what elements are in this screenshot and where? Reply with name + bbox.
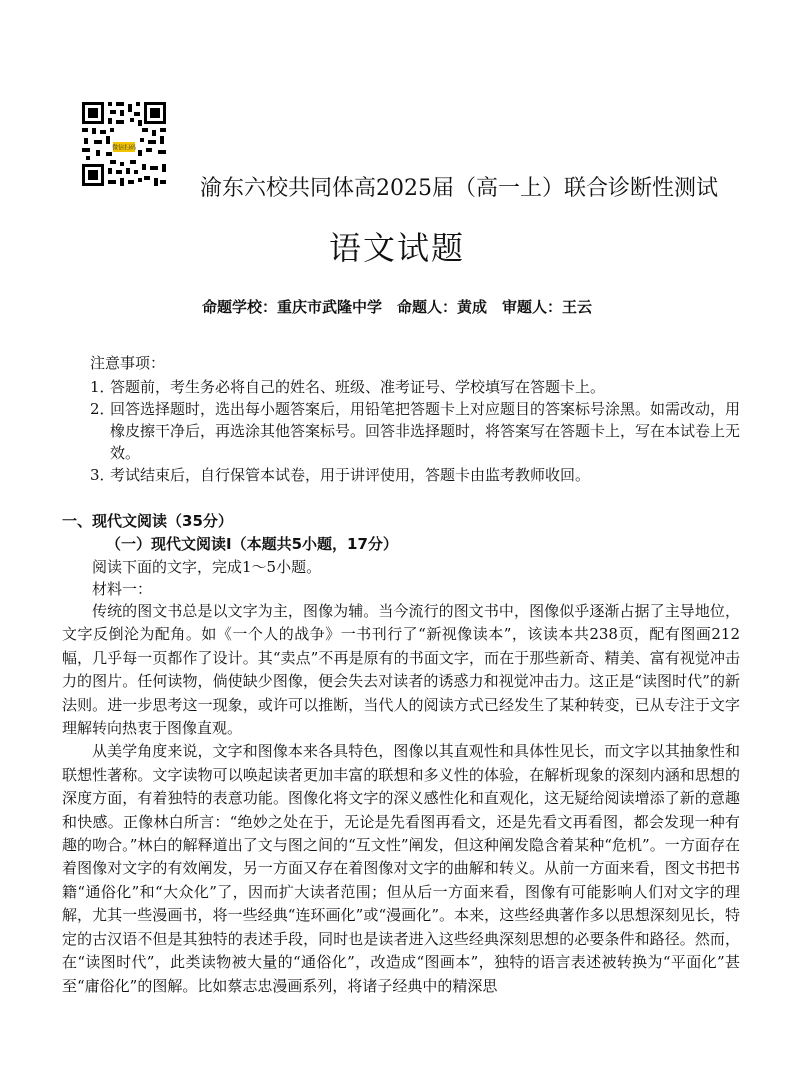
section-subtitle: （一）现代文阅读Ⅰ（本题共5小题，17分） <box>106 535 398 553</box>
notice-item-text: 回答选择题时，选出每小题答案后，用铅笔把答题卡上对应题目的答案标号涂黑。如需改动，用橡皮擦干净后，再选涂其他答案标号。回答非选择题时，将答案写在答题卡上，写在本试卷上无效。 <box>110 400 741 462</box>
qr-badge-label: 微信扫码 <box>111 144 137 152</box>
material-label: 材料一： <box>92 580 153 598</box>
passage-paragraph: 从美学角度来说，文字和图像本来各具特色，图像以其直观性和具体性见长，而文字以其抽象性和联想性著称。文字读物可以唤起读者更加丰富的联想和多义性的体验，在解析现象的深刻内涵和思想的深度方面，有着独特的表意功能。图像化将文字的深义感性化和直观化，这无疑给阅读增添了新的意趣和快感。正像林白所言：“绝妙之处在于，无论是先看图再看文，还是先看文再看图，都会发现一种有趣的吻合。”林白的解释道出了文与图之间的“互文性”阐发，但这种阐发隐含着某种“危机”。一方面存在着图像对文字的有效阐发，另一方面又存在着图像对文字的曲解和转义。从前一方面来看，图文书把书籍“通俗化”和“大众化”了，因而扩大读者范围；但从后一方面来看，图像有可能影响人们对文字的理解，尤其一些漫画书，将一些经典“连环画化”或“漫画化”。本来，这些经典著作多以思想深刻见长，特定的古汉语不但是其独特的表述手段，同时也是读者进入这些经典深刻思想的必要条件和路径。然而，在“读图时代”，此类读物被大量的“通俗化”，改造成“图画本”，独特的语言表述被转换为“平面化”甚至“庸俗化”的图解。比如蔡志忠漫画系列，将诸子经典中的精深思 <box>62 742 740 995</box>
section-title: 一、现代文阅读（35分） <box>62 512 233 530</box>
notice-block <box>90 352 740 486</box>
notice-item-number: 3． <box>90 466 115 484</box>
notice-item <box>90 376 740 398</box>
exam-credits: 命题学校：重庆市武隆中学 命题人：黄成 审题人：王云 <box>201 298 592 316</box>
passage-paragraph: 传统的图文书总是以文字为主，图像为辅。当今流行的图文书中，图像似乎逐渐占据了主导地位，文字反倒沦为配角。如《一个人的战争》一书刊行了“新视像读本”，该读本共238页，配有图画212幅，几乎每一页都作了设计。其“卖点”不再是原有的书面文字，而在于那些新奇、精美、富有视觉冲击力的图片。任何读物，倘使缺少图像，便会失去对读者的诱惑力和视觉冲击力。这正是“读图时代”的新法则。进一步思考这一现象，或许可以推断，当代人的阅读方式已经发生了某种转变，已从专注于文字理解转向热衷于图像直观。 <box>62 602 740 738</box>
passage-text <box>62 600 740 998</box>
notice-item-text: 答题前，考生务必将自己的姓名、班级、准考证号、学校填写在答题卡上。 <box>110 378 606 396</box>
notice-item <box>90 464 740 486</box>
section-instruction: 阅读下面的文字，完成1～5小题。 <box>92 558 322 576</box>
subject-title: 语文试题 <box>328 229 465 267</box>
notice-item-number: 1． <box>90 378 115 396</box>
notice-item-text: 考试结束后，自行保管本试卷，用于讲评使用，答题卡由监考教师收回。 <box>110 466 591 484</box>
qr-code-icon[interactable] <box>80 100 168 188</box>
exam-title: 渝东六校共同体高2025届（高一上）联合诊断性测试 <box>200 176 718 201</box>
notice-item-number: 2． <box>90 400 115 418</box>
notice-heading: 注意事项： <box>90 354 166 372</box>
notice-item <box>90 398 740 464</box>
